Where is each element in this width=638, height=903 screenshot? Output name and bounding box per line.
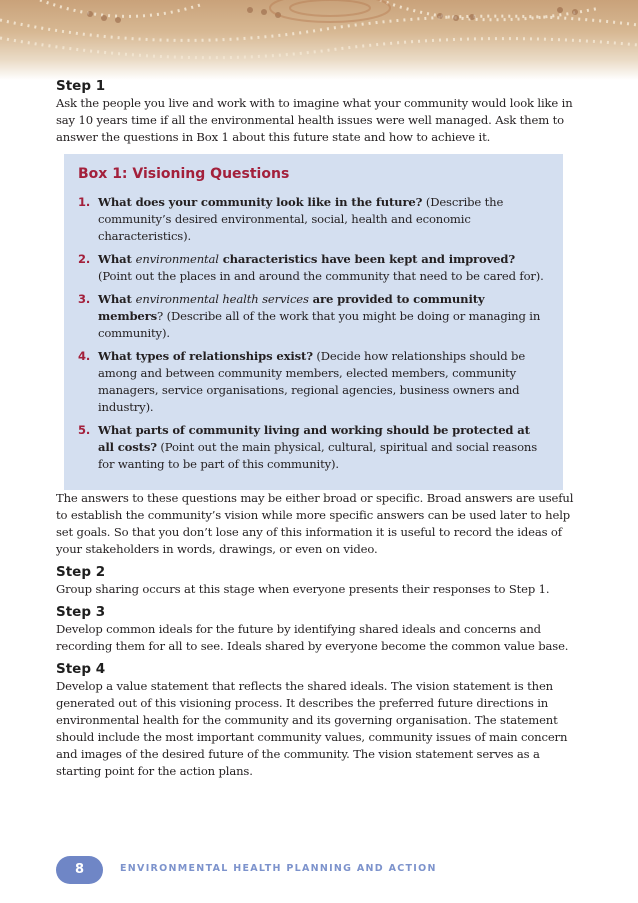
- question-detail: (Describe the community’s desired environmental, social, health and economic characteristics).: [98, 195, 504, 243]
- page-content: [56, 77, 576, 780]
- question-item: [78, 348, 549, 416]
- page-footer: [56, 856, 616, 884]
- question-bold: What types of relationships exist?: [98, 349, 313, 363]
- question-bold: are provided to community members: [98, 292, 485, 323]
- box-title: Box 1: Visioning Questions: [78, 166, 290, 182]
- question-item: [78, 422, 549, 473]
- question-item: [78, 291, 549, 342]
- question-detail: ? (Describe all of the work that you might be doing or managing in community).: [98, 309, 541, 340]
- question-bold: What: [98, 292, 136, 306]
- question-detail: (Point out the main physical, cultural, spiritual and social reasons for wanting to be part of this community).: [98, 440, 538, 471]
- question-number: 3.: [78, 292, 91, 306]
- step-1-heading: Step 1: [56, 78, 106, 94]
- question-list: [78, 194, 549, 473]
- question-italic: environmental health services: [135, 292, 309, 306]
- question-number: 2.: [78, 252, 91, 266]
- question-bold: characteristics have been kept and improved?: [218, 252, 516, 266]
- question-number: 1.: [78, 195, 91, 209]
- step-3-text: Develop common ideals for the future by identifying shared ideals and concerns and recording them for all to see. Ideals shared by everyone become the common value base.: [56, 622, 569, 653]
- step-4-heading: Step 4: [56, 661, 106, 677]
- step-2-heading: Step 2: [56, 564, 106, 580]
- step-2-text: Group sharing occurs at this stage when everyone presents their responses to Step 1.: [56, 582, 550, 596]
- step-4-section: [56, 660, 576, 780]
- decorative-banner: [0, 0, 638, 80]
- question-detail: (Point out the places in and around the community that need to be cared for).: [98, 269, 544, 283]
- question-number: 5.: [78, 423, 91, 437]
- question-detail: (Decide how relationships should be among and between community members, elected members, community managers, service organisations, regional agencies, business owners and industry).: [98, 349, 526, 414]
- page-number: 8: [56, 856, 103, 884]
- question-bold: What: [98, 252, 136, 266]
- footer-title: ENVIRONMENTAL HEALTH PLANNING AND ACTION: [120, 863, 437, 874]
- step-1-text: Ask the people you live and work with to imagine what your community would look like in say 10 years time if all the environmental health issues were well managed. Ask them to answer the questions in Box 1 about this future state and how to achieve it.: [56, 96, 573, 144]
- answers-paragraph: The answers to these questions may be either broad or specific. Broad answers are useful to establish the community’s vision while more specific answers can be used later to help set goals. So that you don’t lose any of this information it is useful to record the ideas of your stakeholders in words, drawings, or even on video.: [56, 491, 574, 556]
- step-4-text: Develop a value statement that reflects the shared ideals. The vision statement is then generated out of this visioning process. It describes the preferred future directions in environmental health for the community and its governing organisation. The statement should include the most important community values, community issues of main concern and images of the desired future of the community. The vision statement serves as a starting point for the action plans.: [56, 679, 568, 778]
- step-3-section: [56, 603, 576, 655]
- question-bold: What does your community look like in the future?: [98, 195, 423, 209]
- step-2-section: [56, 563, 576, 598]
- question-item: [78, 194, 549, 245]
- question-italic: environmental: [135, 252, 219, 266]
- step-3-heading: Step 3: [56, 604, 106, 620]
- question-number: 4.: [78, 349, 91, 363]
- visioning-questions-box: [64, 154, 563, 490]
- dot-art-pattern: [0, 0, 638, 80]
- question-item: [78, 251, 549, 285]
- question-bold: What parts of community living and working should be protected at all costs?: [98, 423, 530, 454]
